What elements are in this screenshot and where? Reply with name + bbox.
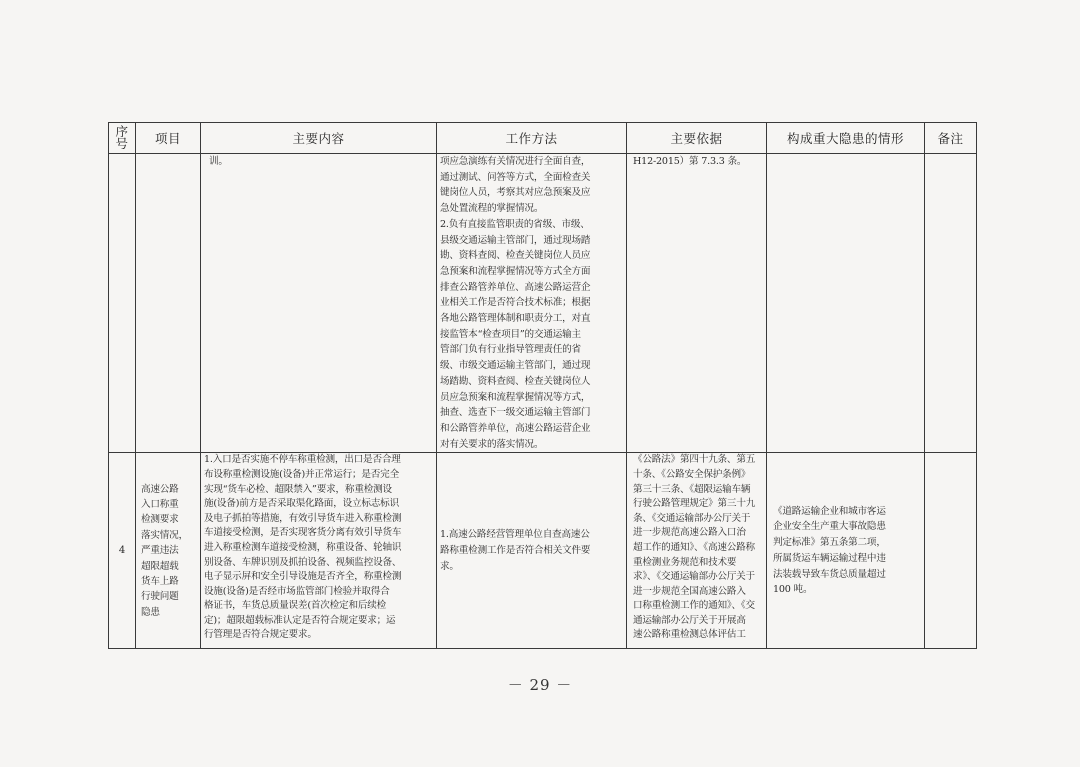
header-basis: 主要依据	[627, 123, 767, 154]
header-item: 项目	[136, 123, 201, 154]
row-hazard	[767, 154, 925, 453]
row-remark	[925, 453, 977, 649]
row-item	[136, 154, 201, 453]
row-basis: 《公路法》第四十九条、第五 十条、《公路安全保护条例》 第三十三条、《超限运输车辆 行驶公路管理规定》第三十九 条、《交通运输部办公厅关于 进一步规范高速公路入口治 超工作的通知》、《高速公路称 重检测业务规范和技术要 求》、《交通运输部办公厅关于 进一步规范全国高速公路入 口称重检测工作的通知》、《交 通运输部办公厅关于开展高 速公路称重检测总体评估工	[627, 453, 767, 649]
header-seq: 序号	[109, 123, 136, 154]
header-remark: 备注	[925, 123, 977, 154]
row-hazard: 《道路运输企业和城市客运 企业安全生产重大事故隐患 判定标准》第五条第二项， 所属货运车辆运输过程中违 法装载导致车货总质量超过 100 吨。	[767, 453, 925, 649]
table-row	[109, 154, 977, 453]
row-seq: 4	[109, 453, 136, 649]
table-header-row	[109, 123, 977, 154]
row-content: 训。	[201, 154, 437, 453]
header-content: 主要内容	[201, 123, 437, 154]
row-basis: H12-2015）第 7.3.3 条。	[627, 154, 767, 453]
page-number: － 29 －	[507, 676, 573, 694]
row-method: 1.高速公路经营管理单位自查高速公 路称重检测工作是否符合相关文件要 求。	[437, 453, 627, 649]
row-content: 1.入口是否实施不停车称重检测，出口是否合理 布设称重检测设施(设备)并正常运行；是否完全 实现“货车必检、超限禁入”要求，称重检测设 施(设备)前方是否采取渠化路面，设立标志标识 及电子抓拍等措施，有效引导货车进入称重检测 车道接受检测，是否实现客货分离有效引导货车 进入称重检测车道接受检测，称重设备、轮轴识 别设备、车牌识别及抓拍设备、视频监控设备、 电子显示屏和安全引导设施是否齐全，称重检测 设施(设备)是否经市场监管部门检验并取得合 格证书，车货总质量误差(首次检定和后续检 定)；超限超载标准认定是否符合规定要求；运 行管理是否符合规定要求。	[201, 453, 437, 649]
row-seq	[109, 154, 136, 453]
table-row	[109, 453, 977, 649]
row-remark	[925, 154, 977, 453]
header-method: 工作方法	[437, 123, 627, 154]
header-hazard: 构成重大隐患的情形	[767, 123, 925, 154]
inspection-table	[108, 122, 977, 649]
row-method: 项应急演练有关情况进行全面自查， 通过测试、问答等方式，全面检查关 键岗位人员，考察其对应急预案及应 急处置流程的掌握情况。 2.负有直接监管职责的省级、市级、 县级交通运输主管部门，通过现场踏 勘、资料查阅、检查关键岗位人员应 急预案和流程掌握情况等方式全方面 排查公路管养单位、高速公路运营企 业相关工作是否符合技术标准；根据 各地公路管理体制和职责分工，对直 接监管本“检查项目”的交通运输主 管部门负有行业指导管理责任的省 级、市级交通运输主管部门，通过现 场踏勘、资料查阅、检查关键岗位人 员应急预案和流程掌握情况等方式， 抽查、选查下一级交通运输主管部门 和公路管养单位，高速公路运营企业 对有关要求的落实情况。	[437, 154, 627, 453]
row-item: 高速公路 入口称重 检测要求 落实情况， 严重违法 超限超载 货车上路 行驶问题 隐患	[136, 453, 201, 649]
